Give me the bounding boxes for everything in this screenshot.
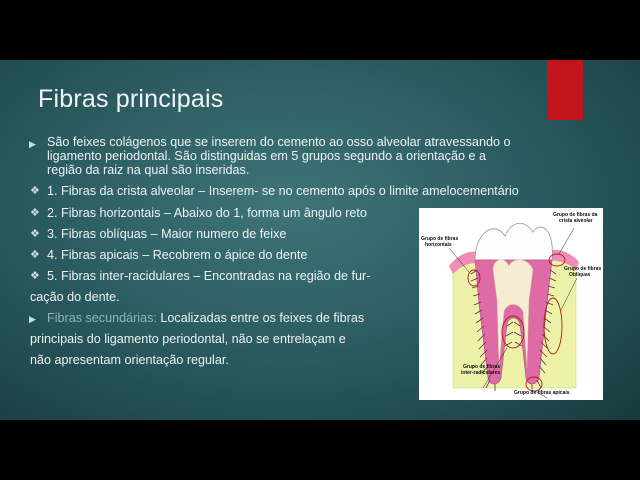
item-2: 2. Fibras horizontais – Abaixo do 1, forma um ângulo reto (47, 206, 367, 220)
slide (0, 60, 640, 420)
label-crest: Grupo de fibras da crista alveolar (553, 212, 598, 224)
arrow-bullet-icon: ▶ (29, 314, 36, 324)
diamond-bullet-icon: ❖ (30, 207, 40, 219)
slide-title: Fibras principais (38, 85, 224, 113)
label-oblique: Grupo de fibras Oblíquas (564, 266, 602, 278)
intro-line-3: região da raiz na qual são inseridas. (47, 163, 250, 177)
enamel (475, 223, 552, 260)
label-horizontal: Grupo de fibras horizontais (421, 236, 459, 248)
item-5: 5. Fibras inter-racidulares – Encontradas na região de fur- (47, 269, 371, 283)
label-interradicular: Grupo de fibras inter-radiculares (461, 364, 501, 376)
secondary-line-1 (47, 311, 364, 326)
diamond-bullet-icon: ❖ (30, 249, 40, 261)
tooth-diagram-svg (419, 208, 603, 400)
arrow-bullet-icon: ▶ (29, 139, 36, 149)
secondary-text: Localizadas entre os feixes de fibras (156, 311, 365, 325)
item-5-continuation: cação do dente. (30, 290, 120, 304)
intro-line-2: ligamento periodontal. São distinguidas em 5 grupos segundo a orientação e a (47, 149, 486, 163)
accent-bar (547, 60, 583, 120)
diamond-bullet-icon: ❖ (30, 185, 40, 197)
item-3: 3. Fibras oblíquas – Maior numero de feixe (47, 227, 287, 241)
secondary-line-2: principais do ligamento periodontal, não se entrelaçam e (30, 332, 346, 346)
tooth-diagram (419, 208, 603, 400)
intro-line-1: São feixes colágenos que se inserem do cemento ao osso alveolar atravessando o (47, 135, 511, 149)
diamond-bullet-icon: ❖ (30, 270, 40, 282)
item-1: 1. Fibras da crista alveolar – Inserem- se no cemento após o limite amelocementário (47, 184, 519, 198)
label-apical: Grupo de fibras apicais (514, 390, 570, 396)
secondary-label: Fibras secundárias: (47, 311, 157, 325)
secondary-line-3: não apresentam orientação regular. (30, 353, 229, 367)
item-4: 4. Fibras apicais – Recobrem o ápice do dente (47, 248, 308, 262)
diamond-bullet-icon: ❖ (30, 228, 40, 240)
